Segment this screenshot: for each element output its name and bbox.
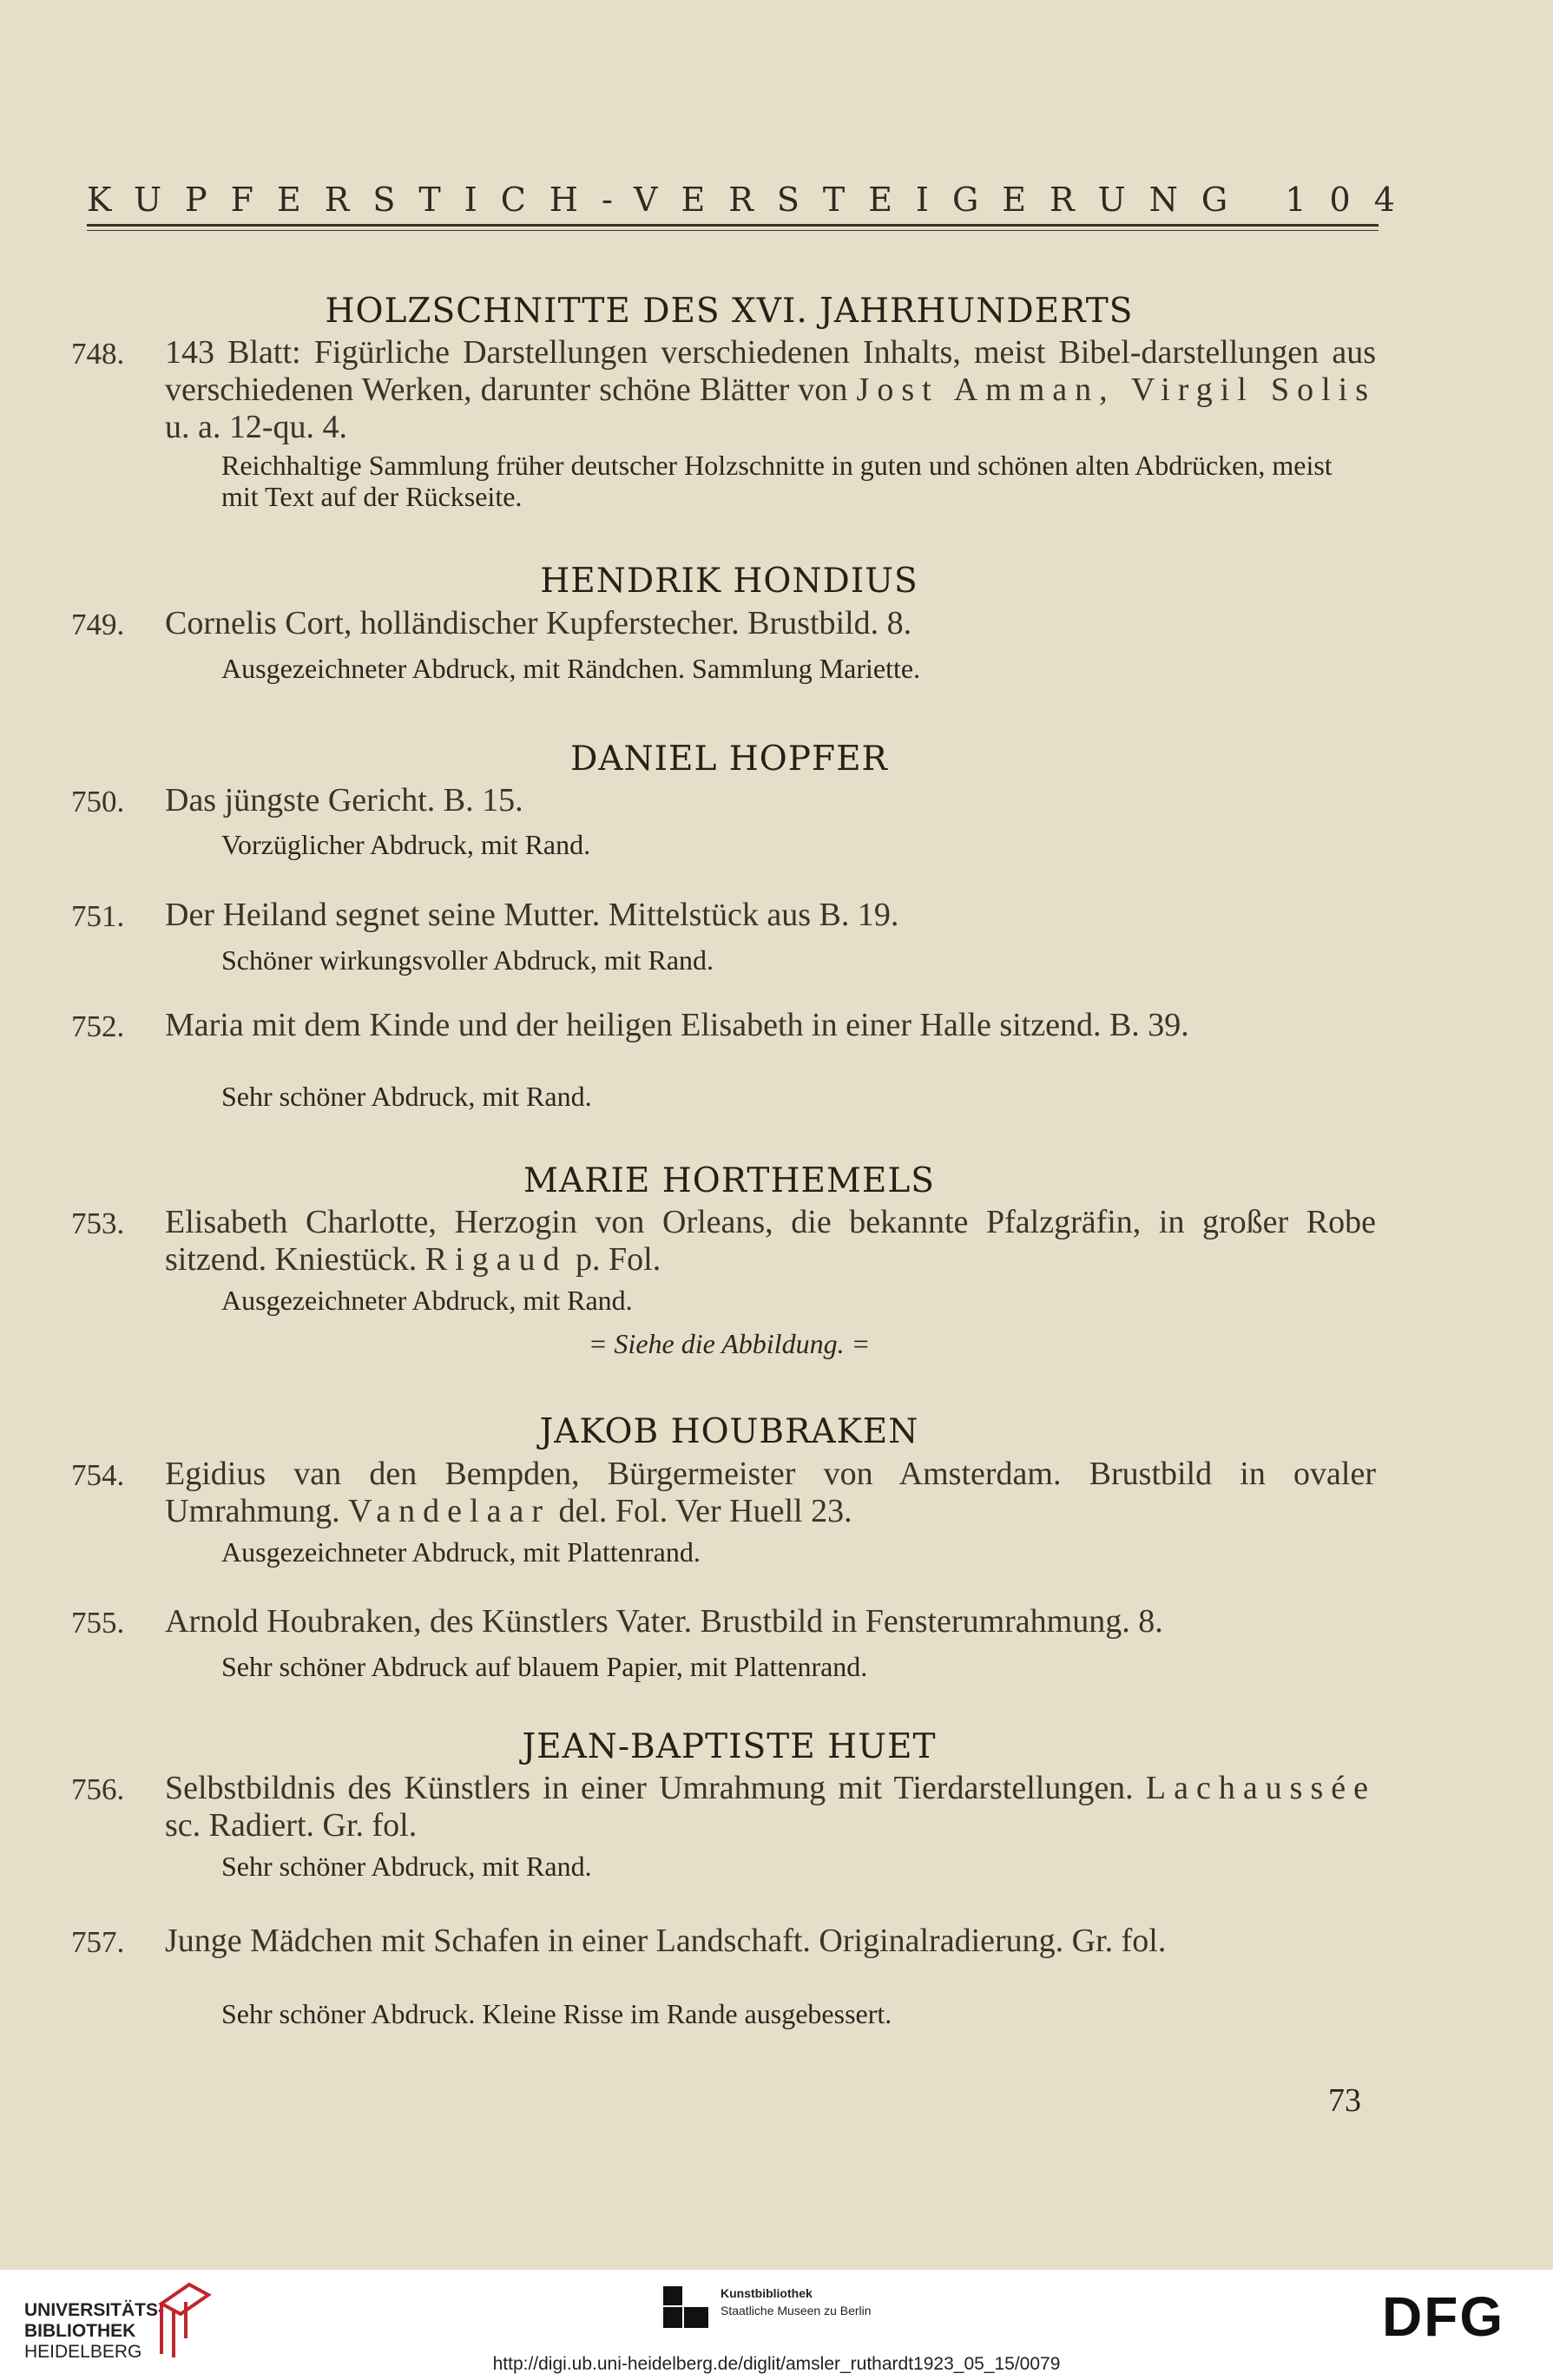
entry-755: Arnold Houbraken, des Künstlers Vater. Brustbild in Fensterumrahmung. 8.: [165, 1603, 1163, 1640]
entry-note: Ausgezeichneter Abdruck, mit Rändchen. Sammlung Mariette.: [221, 653, 921, 684]
entry-748: [165, 334, 1376, 446]
kb-line: Staatliche Museen zu Berlin: [721, 2304, 872, 2318]
entry-754: [165, 1456, 1376, 1530]
entry-text: del. Fol. Ver Huell 23.: [550, 1493, 852, 1529]
entry-note: Sehr schöner Abdruck, mit Rand.: [221, 1081, 592, 1112]
entry-note: Sehr schöner Abdruck. Kleine Risse im Rande ausgebessert.: [221, 1998, 892, 2029]
entry-text: u. a. 12-qu. 4.: [165, 409, 348, 445]
entry-number: 751.: [71, 899, 125, 933]
entry-note: Ausgezeichneter Abdruck, mit Rand.: [221, 1285, 633, 1316]
entry-number: 748.: [71, 337, 125, 371]
artist-name: Vandelaar: [348, 1493, 550, 1529]
entry-note: Sehr schöner Abdruck, mit Rand.: [221, 1851, 592, 1882]
entry-note: Vorzüglicher Abdruck, mit Rand.: [221, 829, 591, 860]
running-header: KUPFERSTICH-VERSTEIGERUNG 104: [87, 181, 1418, 219]
ub-line: BIBLIOTHEK: [24, 2321, 136, 2341]
entry-number: 752.: [71, 1009, 125, 1043]
entry-number: 749.: [71, 608, 125, 641]
ub-line: HEIDELBERG: [24, 2342, 142, 2362]
section-heading-houbraken: JAKOB HOUBRAKEN: [539, 1412, 919, 1451]
artist-name: Rigaud: [424, 1241, 568, 1278]
header-rule: [87, 224, 1379, 227]
entry-number: 753.: [71, 1206, 125, 1240]
entry-751: Der Heiland segnet seine Mutter. Mittelstück aus B. 19.: [165, 897, 899, 933]
entry-note: Schöner wirkungsvoller Abdruck, mit Rand.: [221, 944, 714, 976]
entry-752: Maria mit dem Kinde und der heiligen Elisabeth in einer Halle sitzend. B. 39.: [165, 1007, 1189, 1043]
entry-number: 755.: [71, 1606, 125, 1640]
entry-749: Cornelis Cort, holländischer Kupferstecher. Brustbild. 8.: [165, 605, 912, 641]
page-number: 73: [1328, 2082, 1361, 2119]
ub-heidelberg-logo-icon: [155, 2278, 215, 2364]
artist-name: Lachaussée: [1145, 1770, 1376, 1806]
kb-line: Kunstbibliothek: [721, 2286, 813, 2300]
see-illustration-note: = Siehe die Abbildung. =: [588, 1328, 871, 1359]
entry-number: 754.: [71, 1458, 125, 1492]
artist-name: Jost Amman, Virgil Solis: [856, 371, 1376, 408]
entry-number: 756.: [71, 1772, 125, 1806]
dfg-logo: DFG: [1382, 2285, 1505, 2348]
header-rule-thin: [87, 230, 1379, 231]
entry-note: Sehr schöner Abdruck auf blauem Papier, mit Plattenrand.: [221, 1651, 868, 1682]
section-heading-hondius: HENDRIK HONDIUS: [540, 562, 918, 601]
entry-text: Egidius van den Bempden, Bürgermeister von Amsterdam. Brustbild in ovaler Umrahmung.: [165, 1456, 1376, 1529]
entry-text: Elisabeth Charlotte, Herzogin von Orleans, die bekannte Pfalzgräfin, in großer Robe sitzend. Kniestück.: [165, 1204, 1376, 1278]
ub-line: UNIVERSITÄTS-: [24, 2300, 165, 2320]
entry-753: [165, 1204, 1376, 1279]
section-heading-huet: JEAN-BAPTISTE HUET: [522, 1727, 937, 1766]
kunstbibliothek-logo-text: [721, 2285, 872, 2319]
entry-750: Das jüngste Gericht. B. 15.: [165, 782, 523, 819]
entry-text: p. Fol.: [567, 1241, 661, 1278]
section-heading-hopfer: DANIEL HOPFER: [570, 740, 888, 779]
section-heading-horthemels: MARIE HORTHEMELS: [523, 1161, 935, 1200]
entry-note: Reichhaltige Sammlung früher deutscher Holzschnitte in guten und schönen alten Abdrücken, meist mit Text auf der Rückseite.: [221, 450, 1333, 512]
entry-text: Selbstbildnis des Künstlers in einer Umrahmung mit Tierdarstellungen.: [165, 1770, 1146, 1806]
entry-number: 750.: [71, 785, 125, 819]
entry-757: Junge Mädchen mit Schafen in einer Landschaft. Originalradierung. Gr. fol.: [165, 1923, 1167, 1959]
entry-note: Ausgezeichneter Abdruck, mit Plattenrand.: [221, 1536, 701, 1568]
section-heading-holzschnitte: HOLZSCHNITTE DES XVI. JAHRHUNDERTS: [325, 292, 1134, 331]
kunstbibliothek-logo-icon: [661, 2285, 712, 2330]
entry-756: [165, 1770, 1376, 1844]
permalink-url[interactable]: http://digi.ub.uni-heidelberg.de/diglit/amsler_ruthardt1923_05_15/0079: [492, 2354, 1061, 2374]
entry-text: 143 Blatt: Figürliche Darstellungen verschiedenen Inhalts, meist Bibel-darstellungen aus verschiedenen Werken, darunter schöne Blätter von: [165, 334, 1376, 408]
entry-text: sc. Radiert. Gr. fol.: [165, 1807, 418, 1844]
entry-number: 757.: [71, 1925, 125, 1959]
